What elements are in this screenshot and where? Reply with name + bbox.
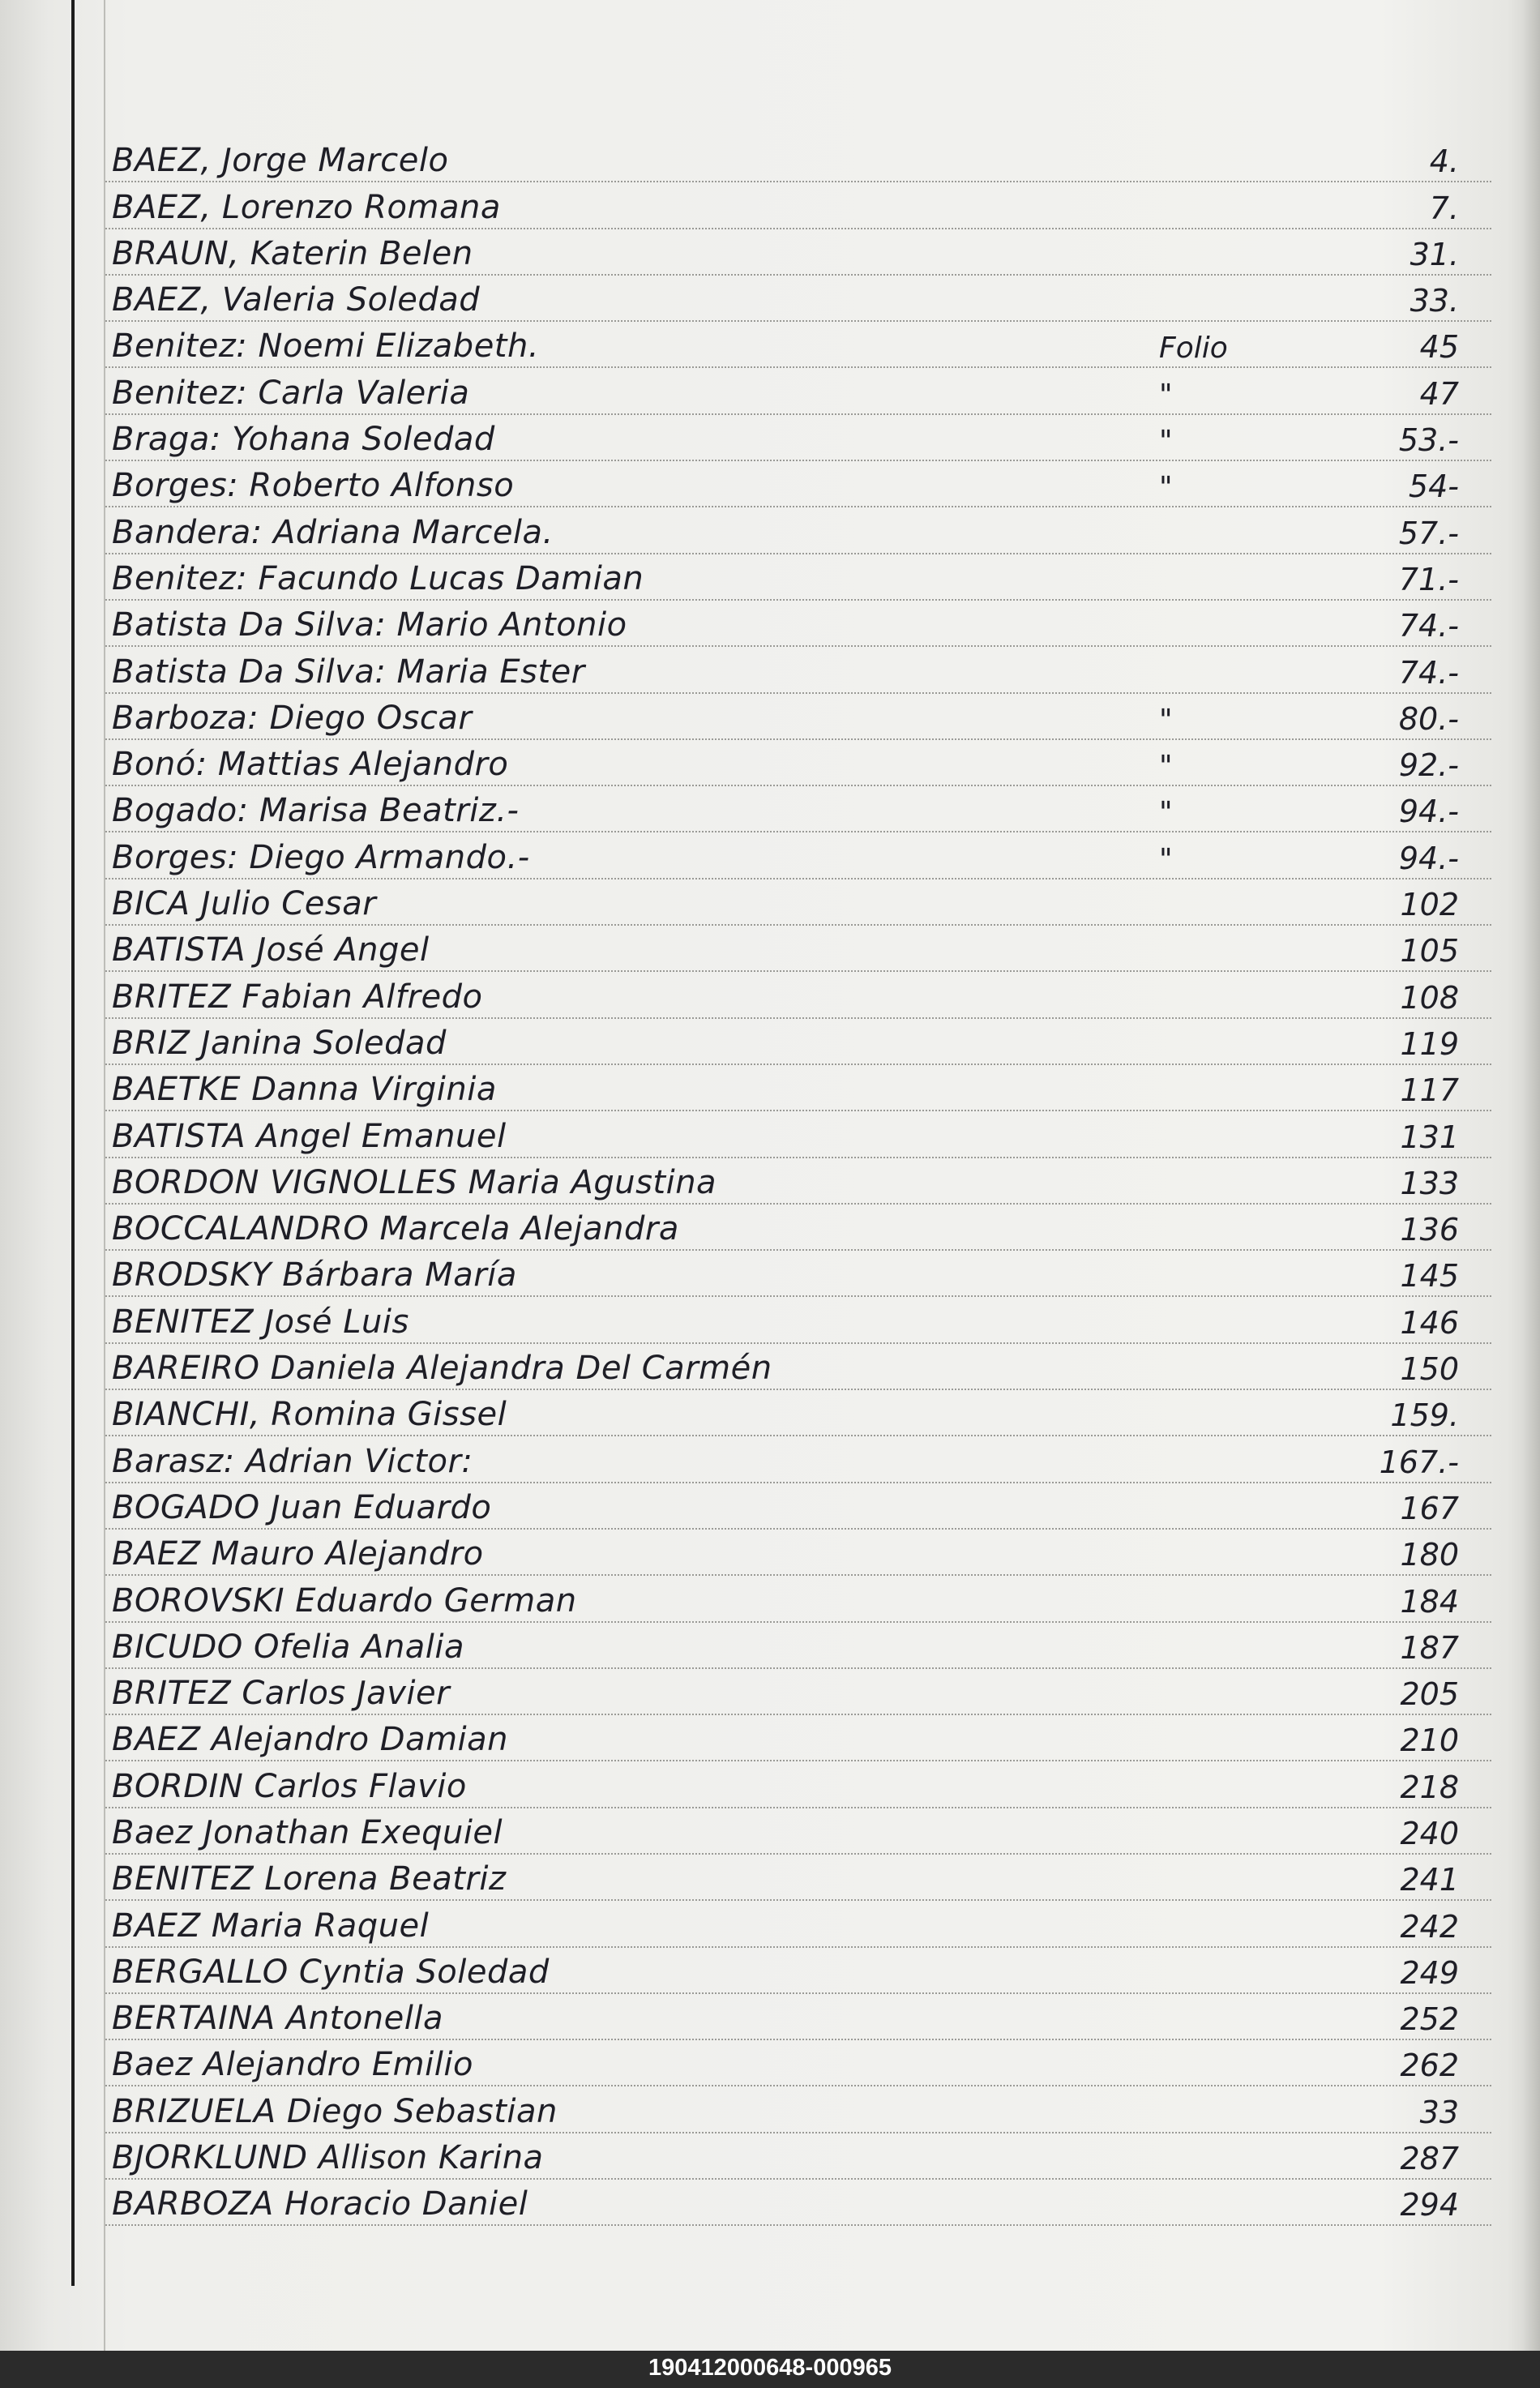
entry-name: Borges: Roberto Alfonso xyxy=(112,467,515,505)
entry-name: BENITEZ Lorena Beatriz xyxy=(112,1860,507,1898)
entry-name: BRAUN, Katerin Belen xyxy=(112,234,473,272)
ledger-entries xyxy=(105,136,1491,2226)
entry-name: BOROVSKI Eduardo German xyxy=(112,1581,577,1620)
entry-folio-number: 117 xyxy=(1400,1072,1459,1109)
entry-folio-number: 136 xyxy=(1400,1212,1459,1248)
ledger-row xyxy=(105,136,1491,182)
ledger-row xyxy=(105,1297,1491,1343)
entry-name: BAEZ, Jorge Marcelo xyxy=(112,142,449,180)
entry-folio-mark: Folio xyxy=(1159,332,1228,366)
entry-name: Benitez: Noemi Elizabeth. xyxy=(112,327,540,366)
entry-folio-number: 33. xyxy=(1410,283,1459,319)
entry-folio-number: 33 xyxy=(1419,2094,1459,2130)
entry-folio-number: 47 xyxy=(1419,375,1459,412)
ledger-row xyxy=(105,1761,1491,1808)
entry-name: BORDON VIGNOLLES Maria Agustina xyxy=(112,1163,717,1201)
entry-name: BICA Julio Cesar xyxy=(112,885,377,923)
ledger-row xyxy=(105,1530,1491,1576)
entry-folio-number: 74.- xyxy=(1398,608,1459,644)
ledger-row xyxy=(105,1390,1491,1436)
entry-folio-number: 184 xyxy=(1400,1583,1459,1620)
entry-name: BARBOZA Horacio Daniel xyxy=(112,2185,528,2223)
ledger-row xyxy=(105,1205,1491,1251)
entry-name: Bogado: Marisa Beatriz.- xyxy=(112,792,520,830)
ledger-row xyxy=(105,461,1491,507)
entry-name: BAEZ Alejandro Damian xyxy=(112,1721,509,1759)
ledger-row xyxy=(105,832,1491,879)
entry-folio-mark: " xyxy=(1159,378,1173,412)
entry-folio-number: 53.- xyxy=(1398,422,1459,459)
entry-name: BOGADO Juan Eduardo xyxy=(112,1488,492,1526)
entry-name: BAREIRO Daniela Alejandra Del Carmén xyxy=(112,1350,772,1388)
entry-folio-number: 45 xyxy=(1419,329,1459,366)
ledger-row xyxy=(105,1994,1491,2040)
entry-folio-mark: " xyxy=(1159,842,1173,876)
entry-folio-number: 74.- xyxy=(1398,654,1459,691)
entry-name: BERGALLO Cyntia Soledad xyxy=(112,1953,550,1991)
ledger-row xyxy=(105,1158,1491,1205)
entry-name: Batista Da Silva: Maria Ester xyxy=(112,653,585,691)
entry-name: BRITEZ Carlos Javier xyxy=(112,1675,451,1713)
ledger-row xyxy=(105,1065,1491,1111)
ledger-row xyxy=(105,926,1491,972)
entry-name: BIANCHI, Romina Gissel xyxy=(112,1396,507,1434)
entry-name: BAEZ, Valeria Soledad xyxy=(112,281,481,319)
ledger-row xyxy=(105,786,1491,832)
entry-name: Braga: Yohana Soledad xyxy=(112,421,495,459)
entry-folio-number: 218 xyxy=(1400,1769,1459,1805)
entry-folio-number: 94.- xyxy=(1398,840,1459,876)
ledger-row xyxy=(105,647,1491,693)
left-margin-rule xyxy=(71,0,75,2286)
entry-folio-number: 71.- xyxy=(1398,561,1459,597)
entry-folio-mark: " xyxy=(1159,796,1173,830)
entry-name: BAEZ, Lorenzo Romana xyxy=(112,188,501,226)
entry-name: Borges: Diego Armando.- xyxy=(112,838,530,876)
entry-name: BAETKE Danna Virginia xyxy=(112,1071,497,1109)
ledger-row xyxy=(105,1019,1491,1065)
entry-folio-number: 241 xyxy=(1400,1862,1459,1898)
entry-name: Barboza: Diego Oscar xyxy=(112,699,473,737)
entry-name: BOCCALANDRO Marcela Alejandra xyxy=(112,1210,679,1248)
entry-folio-mark: " xyxy=(1159,471,1173,505)
entry-folio-mark: " xyxy=(1159,703,1173,737)
entry-folio-mark: " xyxy=(1159,425,1173,459)
ledger-row xyxy=(105,1855,1491,1901)
entry-folio-number: 150 xyxy=(1400,1351,1459,1388)
ledger-row xyxy=(105,879,1491,926)
ledger-row xyxy=(105,322,1491,368)
ledger-row xyxy=(105,972,1491,1018)
ledger-row xyxy=(105,601,1491,647)
ledger-row xyxy=(105,1576,1491,1622)
document-code: 190412000648-000965 xyxy=(648,2355,892,2381)
page-edge-shadow xyxy=(1522,0,1540,2351)
entry-folio-number: 92.- xyxy=(1398,747,1459,784)
entry-folio-number: 294 xyxy=(1400,2187,1459,2223)
entry-folio-number: 108 xyxy=(1400,979,1459,1016)
entry-folio-number: 119 xyxy=(1400,1025,1459,1062)
entry-folio-number: 145 xyxy=(1400,1258,1459,1295)
ledger-row xyxy=(105,276,1491,322)
entry-folio-number: 180 xyxy=(1400,1537,1459,1573)
entry-name: BAEZ Maria Raquel xyxy=(112,1907,430,1945)
entry-folio-number: 133 xyxy=(1400,1165,1459,1201)
entry-folio-number: 249 xyxy=(1400,1954,1459,1991)
entry-folio-number: 159. xyxy=(1390,1397,1459,1434)
ledger-row xyxy=(105,2086,1491,2133)
ledger-row xyxy=(105,1901,1491,1947)
entry-folio-number: 7. xyxy=(1429,190,1459,226)
entry-folio-number: 287 xyxy=(1400,2141,1459,2177)
entry-folio-number: 167 xyxy=(1400,1490,1459,1526)
ledger-row xyxy=(105,1623,1491,1669)
entry-name: Bonó: Mattias Alejandro xyxy=(112,746,509,784)
entry-name: Batista Da Silva: Mario Antonio xyxy=(112,606,627,644)
entry-folio-mark: " xyxy=(1159,750,1173,784)
entry-folio-number: 94.- xyxy=(1398,794,1459,830)
entry-name: BENITEZ José Luis xyxy=(112,1303,409,1341)
entry-folio-number: 146 xyxy=(1400,1304,1459,1341)
entry-folio-number: 105 xyxy=(1400,933,1459,969)
ledger-row xyxy=(105,507,1491,554)
ledger-row xyxy=(105,1344,1491,1390)
entry-folio-number: 31. xyxy=(1410,236,1459,272)
entry-folio-number: 54- xyxy=(1408,469,1459,505)
ledger-row xyxy=(105,1669,1491,1715)
entry-folio-number: 187 xyxy=(1400,1629,1459,1666)
entry-folio-number: 102 xyxy=(1400,887,1459,923)
ledger-row xyxy=(105,2040,1491,2086)
entry-folio-number: 131 xyxy=(1400,1119,1459,1155)
entry-folio-number: 205 xyxy=(1400,1676,1459,1713)
entry-folio-number: 210 xyxy=(1400,1723,1459,1759)
ledger-row xyxy=(105,182,1491,229)
entry-name: Baez Jonathan Exequiel xyxy=(112,1813,503,1851)
ledger-row xyxy=(105,2180,1491,2226)
entry-name: BRIZUELA Diego Sebastian xyxy=(112,2092,558,2130)
entry-folio-number: 242 xyxy=(1400,1908,1459,1945)
ledger-row xyxy=(105,694,1491,740)
entry-name: Benitez: Facundo Lucas Damian xyxy=(112,559,644,597)
ledger-row xyxy=(105,2133,1491,2180)
entry-name: Benitez: Carla Valeria xyxy=(112,374,470,412)
entry-name: BORDIN Carlos Flavio xyxy=(112,1767,467,1805)
ledger-row xyxy=(105,740,1491,786)
ledger-row xyxy=(105,1436,1491,1483)
entry-folio-number: 262 xyxy=(1400,2048,1459,2084)
entry-name: BRITEZ Fabian Alfredo xyxy=(112,978,483,1016)
entry-name: Barasz: Adrian Victor: xyxy=(112,1442,473,1480)
ledger-row xyxy=(105,554,1491,601)
ledger-row xyxy=(105,1111,1491,1158)
entry-name: BRODSKY Bárbara María xyxy=(112,1256,517,1295)
ledger-row xyxy=(105,1483,1491,1530)
entry-name: Baez Alejandro Emilio xyxy=(112,2046,473,2084)
ledger-row xyxy=(105,368,1491,414)
entry-name: BAEZ Mauro Alejandro xyxy=(112,1535,484,1573)
entry-folio-number: 4. xyxy=(1429,143,1459,180)
entry-name: BICUDO Ofelia Analia xyxy=(112,1628,465,1666)
entry-folio-number: 252 xyxy=(1400,2001,1459,2038)
entry-name: Bandera: Adriana Marcela. xyxy=(112,513,554,551)
entry-name: BATISTA José Angel xyxy=(112,931,430,969)
entry-name: BATISTA Angel Emanuel xyxy=(112,1117,507,1155)
ledger-row xyxy=(105,1808,1491,1855)
entry-folio-number: 167.- xyxy=(1379,1444,1459,1480)
ledger-row xyxy=(105,1251,1491,1297)
ledger-row xyxy=(105,1948,1491,1994)
ledger-row xyxy=(105,415,1491,461)
entry-name: BRIZ Janina Soledad xyxy=(112,1024,447,1062)
entry-folio-number: 240 xyxy=(1400,1815,1459,1851)
entry-name: BJORKLUND Allison Karina xyxy=(112,2139,544,2177)
entry-folio-number: 80.- xyxy=(1398,700,1459,737)
ledger-row xyxy=(105,1715,1491,1761)
entry-folio-number: 57.- xyxy=(1398,515,1459,551)
ledger-row xyxy=(105,229,1491,276)
entry-name: BERTAINA Antonella xyxy=(112,2000,443,2038)
